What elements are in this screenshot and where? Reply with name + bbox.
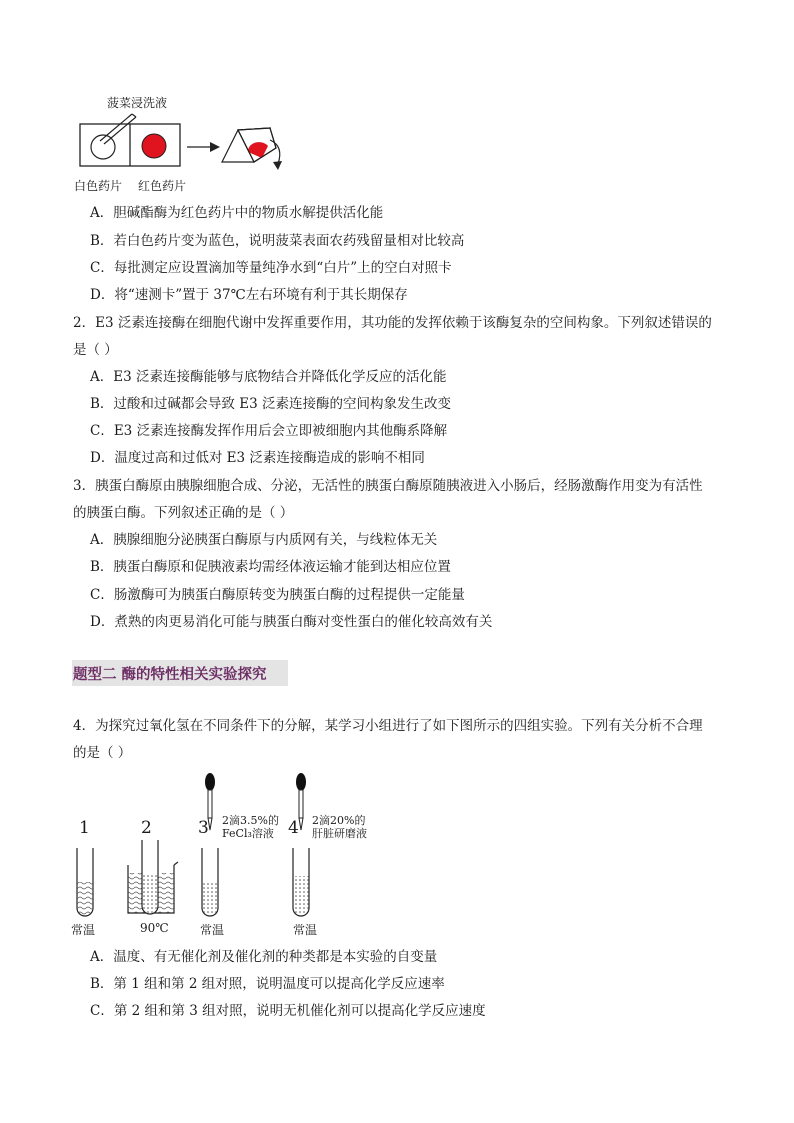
q3-option-c: C．肠激酶可为胰蛋白酶原转变为胰蛋白酶的过程提供一定能量 [90, 587, 465, 603]
q2-option-b: B．过酸和过碱都会导致 E3 泛素连接酶的空间构象发生改变 [90, 396, 451, 412]
q3-option-a: A．胰腺细胞分泌胰蛋白酶原与内质网有关，与线粒体无关 [90, 532, 438, 548]
tube3-reagent-line2: FeCl₃溶液 [222, 827, 274, 840]
q2-option-a: A．E3 泛素连接酶能够与底物结合并降低化学反应的活化能 [90, 369, 447, 385]
dropper-bulb-icon [296, 773, 306, 791]
tube-number-4: 4 [288, 818, 299, 838]
tube4-condition: 常温 [293, 923, 318, 937]
figure1-label-white: 白色药片 [74, 179, 123, 193]
tube2-condition: 90℃ [140, 921, 169, 935]
section-heading: 题型二 酶的特性相关实验探究 [73, 667, 267, 683]
q3-stem-line1: 3．胰蛋白酶原由胰腺细胞合成、分泌，无活性的胰蛋白酶原随胰液进入小肠后，经肠激酶作用变为有活性 [73, 478, 703, 494]
test-tube-3 [202, 773, 218, 916]
tube3-condition: 常温 [200, 923, 225, 937]
tube1-condition: 常温 [71, 923, 96, 937]
q4-stem-line1: 4．为探究过氧化氢在不同条件下的分解，某学习小组进行了如下图所示的四组实验。下列有关分析不合理 [73, 718, 703, 734]
q2-option-c: C．E3 泛素连接酶发挥作用后会立即被细胞内其他酶系降解 [90, 423, 448, 439]
q1-option-b: B．若白色药片变为蓝色，说明菠菜表面农药残留量相对比较高 [90, 233, 465, 249]
q1-option-a: A．胆碱酯酶为红色药片中的物质水解提供活化能 [90, 205, 384, 221]
test-tube-2-in-beaker [128, 840, 178, 914]
q2-option-d: D．温度过高和过低对 E3 泛素连接酶造成的影响不相同 [90, 450, 425, 466]
q4-option-b: B．第 1 组和第 2 组对照，说明温度可以提高化学反应速率 [90, 976, 445, 992]
q1-option-d: D．将“速测卡”置于 37℃左右环境有利于其长期保存 [90, 287, 408, 303]
q3-option-b: B．胰蛋白酶原和促胰液素均需经体液运输才能到达相应位置 [90, 559, 451, 575]
arrow-right-icon [210, 142, 220, 152]
tube4-reagent-line2: 肝脏研磨液 [312, 827, 367, 840]
q3-option-d: D．煮熟的肉更易消化可能与胰蛋白酶对变性蛋白的催化较高效有关 [90, 614, 493, 630]
test-tube-1 [77, 848, 93, 916]
figure-test-tubes [70, 770, 410, 940]
q2-stem-line1: 2．E3 泛素连接酶在细胞代谢中发挥重要作用，其功能的发挥依赖于该酶复杂的空间构象。下列叙述错误的 [73, 315, 712, 331]
q3-stem-line2: 的胰蛋白酶。下列叙述正确的是（ ） [73, 505, 294, 521]
tube3-reagent-line1: 2滴3.5%的 [222, 814, 279, 827]
tube-number-1: 1 [79, 818, 90, 838]
figure1-label-top: 菠菜浸洗液 [107, 96, 168, 110]
tube4-reagent-line1: 2滴20%的 [312, 814, 366, 827]
q4-stem-line2: 的是（ ） [73, 745, 132, 761]
dropper-bulb-icon [205, 773, 215, 791]
q2-stem-line2: 是（ ） [73, 342, 118, 358]
q4-option-a: A．温度、有无催化剂及催化剂的种类都是本实验的自变量 [90, 949, 438, 965]
figure1-label-red: 红色药片 [138, 179, 187, 193]
red-tablet [142, 134, 166, 158]
q1-option-c: C．每批测定应设置滴加等量纯净水到“白片”上的空白对照卡 [90, 260, 452, 276]
tube-number-2: 2 [141, 818, 152, 838]
tube-number-3: 3 [198, 818, 209, 838]
test-tube-4 [293, 773, 309, 916]
q4-option-c: C．第 2 组和第 3 组对照，说明无机催化剂可以提高化学反应速度 [90, 1003, 486, 1019]
